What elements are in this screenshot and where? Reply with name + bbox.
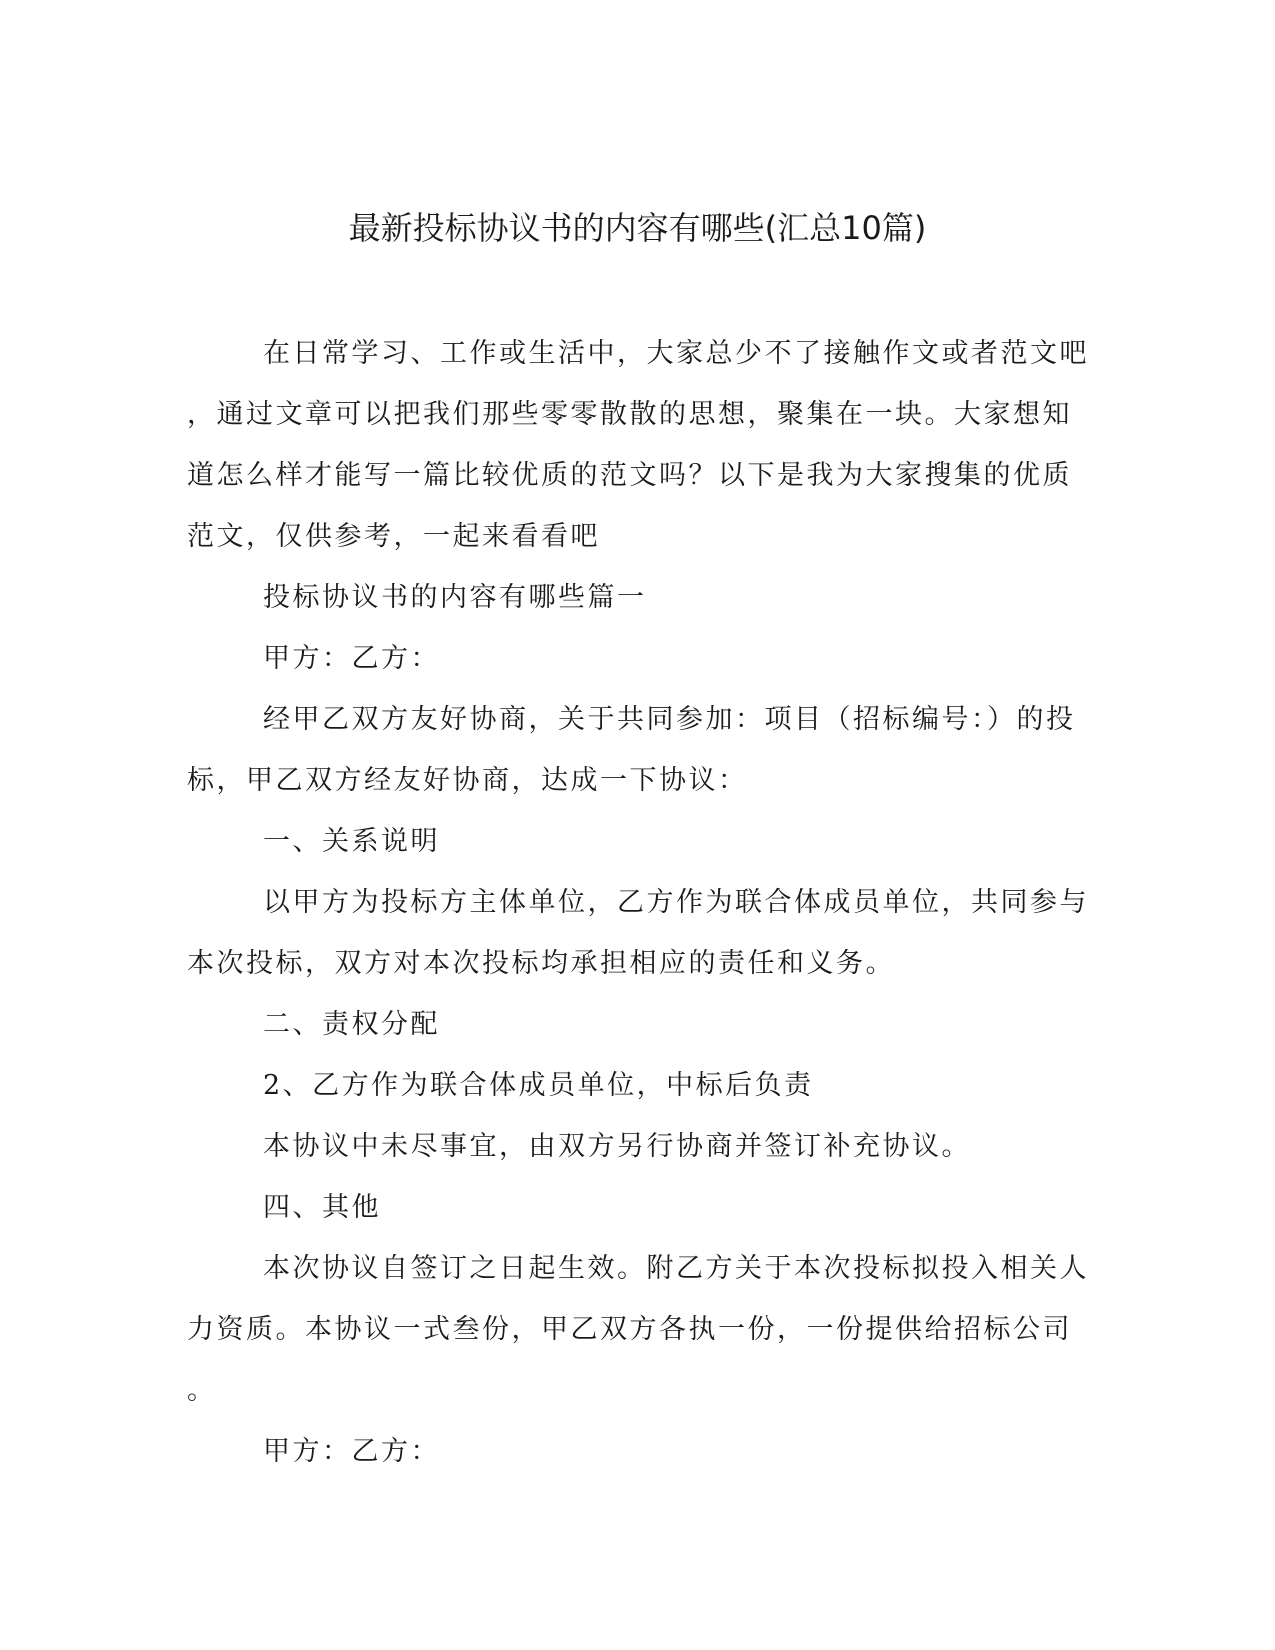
clause-heading: 二、责权分配 bbox=[263, 1009, 440, 1040]
paragraph-line: ，通过文章可以把我们那些零零散散的思想，聚集在一块。大家想知 bbox=[187, 399, 1072, 430]
section-heading: 投标协议书的内容有哪些篇一 bbox=[263, 582, 647, 613]
document-title: 最新投标协议书的内容有哪些(汇总10篇) bbox=[348, 209, 927, 247]
paragraph-line: 以甲方为投标方主体单位，乙方作为联合体成员单位，共同参与 bbox=[263, 887, 1089, 918]
paragraph-line: 范文，仅供参考，一起来看看吧 bbox=[187, 521, 600, 552]
paragraph-line: 力资质。本协议一式叁份，甲乙双方各执一份，一份提供给招标公司 bbox=[187, 1314, 1072, 1345]
paragraph-line: 经甲乙双方友好协商，关于共同参加：项目（招标编号：）的投 bbox=[263, 704, 1076, 735]
paragraph-line: 在日常学习、工作或生活中，大家总少不了接触作文或者范文吧 bbox=[263, 338, 1089, 369]
paragraph-line: 。 bbox=[187, 1375, 217, 1406]
paragraph-line: 本协议中未尽事宜，由双方另行协商并签订补充协议。 bbox=[263, 1131, 971, 1162]
parties-line: 甲方：乙方： bbox=[263, 643, 440, 674]
paragraph-line: 2、乙方作为联合体成员单位，中标后负责 bbox=[263, 1070, 814, 1101]
parties-line: 甲方：乙方： bbox=[263, 1436, 440, 1467]
paragraph-line: 本次协议自签订之日起生效。附乙方关于本次投标拟投入相关人 bbox=[263, 1253, 1089, 1284]
clause-heading: 四、其他 bbox=[263, 1192, 381, 1223]
paragraph-line: 本次投标，双方对本次投标均承担相应的责任和义务。 bbox=[187, 948, 895, 979]
paragraph-line: 标，甲乙双方经友好协商，达成一下协议： bbox=[187, 765, 748, 796]
clause-heading: 一、关系说明 bbox=[263, 826, 440, 857]
document-body bbox=[187, 323, 1089, 1482]
paragraph-line: 道怎么样才能写一篇比较优质的范文吗？以下是我为大家搜集的优质 bbox=[187, 460, 1072, 491]
